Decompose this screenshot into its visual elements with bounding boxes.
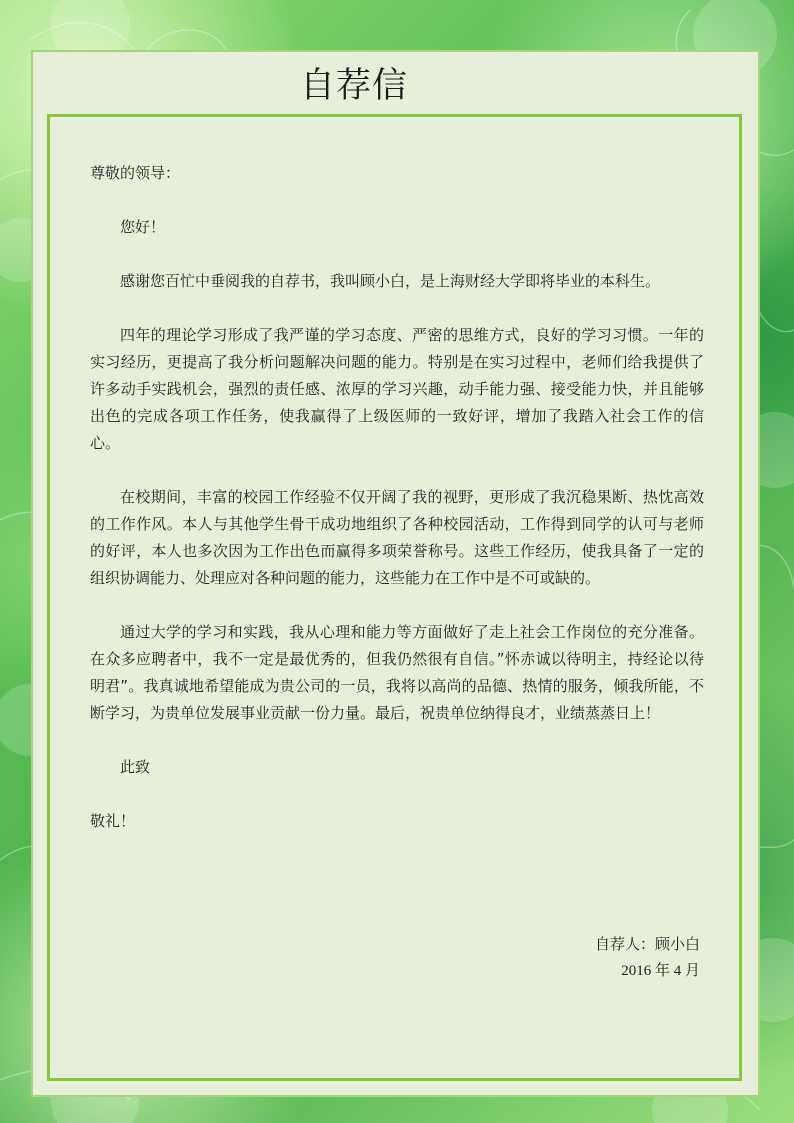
greeting: 尊敬的领导： (90, 164, 181, 182)
paragraph-hello: 您好！ (120, 218, 166, 236)
paragraph-study: 四年的理论学习形成了我严谨的学习态度、严密的思维方式，良好的学习习惯。一年的实习经历，更提高了我分析问题解决问题的能力。特别是在实习过程中，老师们给我提供了许多动手实践机会，强烈的责任感、浓厚的学习兴趣，动手能力强、接受能力快，并且能够出色的完成各项工作任务，使我赢得了上级医师的一致好评，增加了我踏入社会工作的信心。 (90, 326, 704, 452)
paragraph-intro: 感谢您百忙中垂阅我的自荐书，我叫顾小白，是上海财经大学即将毕业的本科生。 (120, 272, 661, 290)
paragraph-closing-phrase: 此致 (120, 758, 151, 776)
paragraph-practice: 通过大学的学习和实践，我从心理和能力等方面做好了走上社会工作岗位的充分准备。在众多应聘者中，我不一定是最优秀的，但我仍然很有自信。”怀赤诚以待明主，持经论以待明君”。我真诚地希望能成为贵公司的一员，我将以高尚的品德、热情的服务，倾我所能，不断学习，为贵单位发展事业贡献一份力量。最后，祝贵单位纳得良才，业绩蒸蒸日上！ (90, 623, 704, 722)
signature-block (480, 931, 700, 985)
page-title: 自荐信 (300, 66, 409, 106)
paragraph-campus: 在校期间，丰富的校园工作经验不仅开阔了我的视野，更形成了我沉稳果断、热忱高效的工作作风。本人与其他学生骨干成功地组织了各种校园活动，工作得到同学的认可与老师的好评，本人也多次因为工作出色而赢得多项荣誉称号。这些工作经历，使我具备了一定的组织协调能力、处理应对各种问题的能力，这些能力在工作中是不可或缺的。 (90, 488, 704, 587)
letter-body (90, 160, 704, 862)
signature-date: 2016 年 4 月 (621, 963, 700, 979)
signature-name: 自荐人：顾小白 (594, 935, 700, 953)
closing-salute: 敬礼！ (90, 812, 136, 830)
